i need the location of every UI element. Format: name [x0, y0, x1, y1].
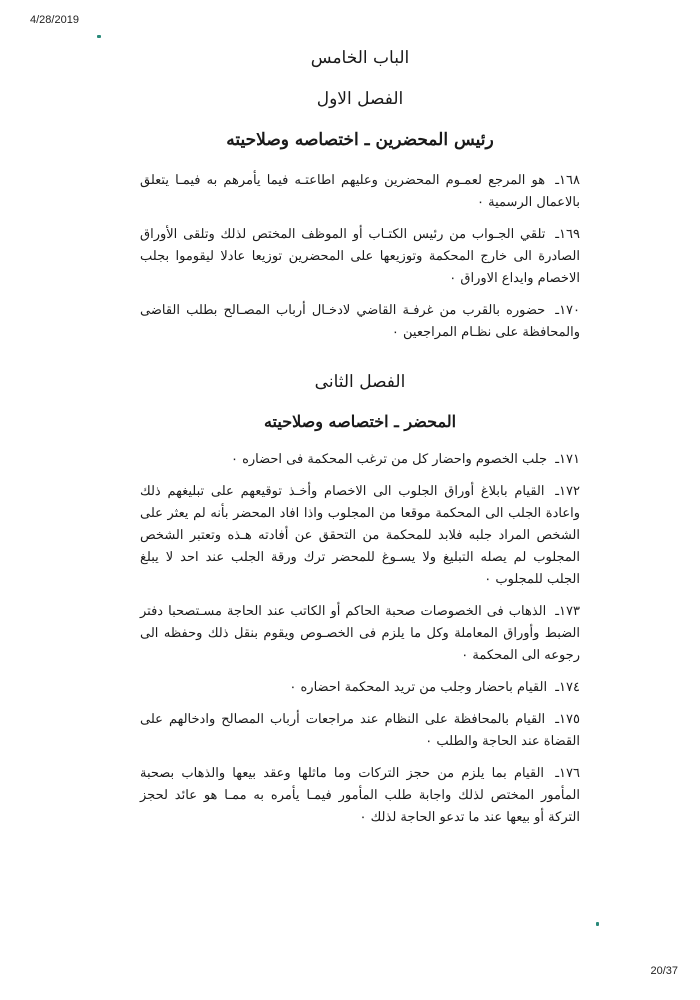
article-number: ١٧٥ـ [555, 712, 580, 727]
article-170 [140, 300, 580, 344]
article-171 [140, 449, 580, 471]
article-text: جلب الخصوم واحضار كل من ترغب المحكمة فى احضاره ٠ [230, 452, 548, 467]
article-175 [140, 709, 580, 753]
article-number: ١٧٢ـ [555, 484, 580, 499]
article-168 [140, 170, 580, 214]
article-text: هو المرجع لعمـوم المحضرين وعليهم اطاعتـه فيما يأمرهم به فيمـا يتعلق بالاعمال الرسمية ٠ [140, 173, 580, 210]
article-text: القيام بالمحافظة على النظام عند مراجعات أرباب المصالح وادخالهم على القضاة عند الحاجة والطلب ٠ [140, 712, 580, 749]
page-number: 20/37 [650, 965, 678, 977]
chapter1-subtitle: رئيس المحضرين ـ اختصاصه وصلاحيته [226, 130, 494, 150]
article-number: ١٧١ـ [555, 452, 580, 467]
article-number: ١٧٦ـ [555, 766, 580, 781]
article-169 [140, 224, 580, 290]
article-text: القيام بما يلزم من حجز التركات وما ماثلها وعقد بيعها والذهاب بصحبة المأمور المختص لذلك واجابة طلب المأمور فيمـا يأمره به ممـا هو عائد لحجز التركة أو بيعها عند ما تدعو الحاجة لذلك ٠ [140, 766, 580, 825]
article-number: ١٧٤ـ [555, 680, 580, 695]
article-text: القيام بابلاغ أوراق الجلوب الى الاخصام وأخـذ توقيعهم على تبليغهم ذلك واعادة الجلب الى المحكمة موقعا من المجلوب واذا افاد المحضر بأنه لم يعثر على الشخص المراد جلبه فلابد للمحكمة من التحقق عن أفادته هـذه وتعتبر الشخص المجلوب لم يصله التبليغ ولا يسـوغ للمحضر ترك ورقة الجلب عند احد لا يبلغ الجلب للمجلوب ٠ [140, 484, 580, 587]
article-174 [140, 677, 580, 699]
article-number: ١٦٩ـ [555, 227, 580, 242]
article-173 [140, 601, 580, 667]
chapter1-articles [140, 170, 580, 344]
part-title: الباب الخامس [310, 48, 410, 68]
scan-speck [596, 922, 599, 926]
article-text: تلقي الجـواب من رئيس الكتـاب أو الموظف المختص لذلك وتلقى الأوراق الصادرة الى خارج المحكمة وتوزيعها على المحضرين توزيعا عادلا ليقوموا بجلب الاخصام وايداع الاوراق ٠ [140, 227, 580, 286]
chapter2-articles [140, 449, 580, 829]
chapter1-title: الفصل الاول [316, 89, 404, 109]
article-text: حضوره بالقرب من غرفـة القاضي لادخـال أرباب المصـالح بطلب القاضى والمحافظة على نظـام المراجعين ٠ [140, 303, 580, 340]
article-text: الذهاب فى الخصوصات صحبة الحاكم أو الكاتب عند الحاجة مسـتصحبا دفتر الضبط وأوراق المعاملة وكل ما يلزم فى الخصـوص ويقوم بنقل ذلك وحفظه الى رجوعه الى المحكمة ٠ [140, 604, 580, 663]
article-number: ١٧٣ـ [555, 604, 580, 619]
scanned-page [140, 38, 581, 825]
article-number: ١٦٨ـ [555, 173, 580, 188]
article-number: ١٧٠ـ [555, 303, 581, 318]
chapter2-title: الفصل الثانى [314, 372, 406, 392]
article-176 [140, 763, 580, 829]
article-text: القيام باحضار وجلب من تريد المحكمة احضاره ٠ [289, 680, 548, 695]
chapter2-subtitle: المحضر ـ اختصاصه وصلاحيته [263, 412, 457, 431]
scan-speck [97, 35, 101, 38]
print-date: 4/28/2019 [30, 14, 79, 26]
article-172 [140, 481, 580, 591]
